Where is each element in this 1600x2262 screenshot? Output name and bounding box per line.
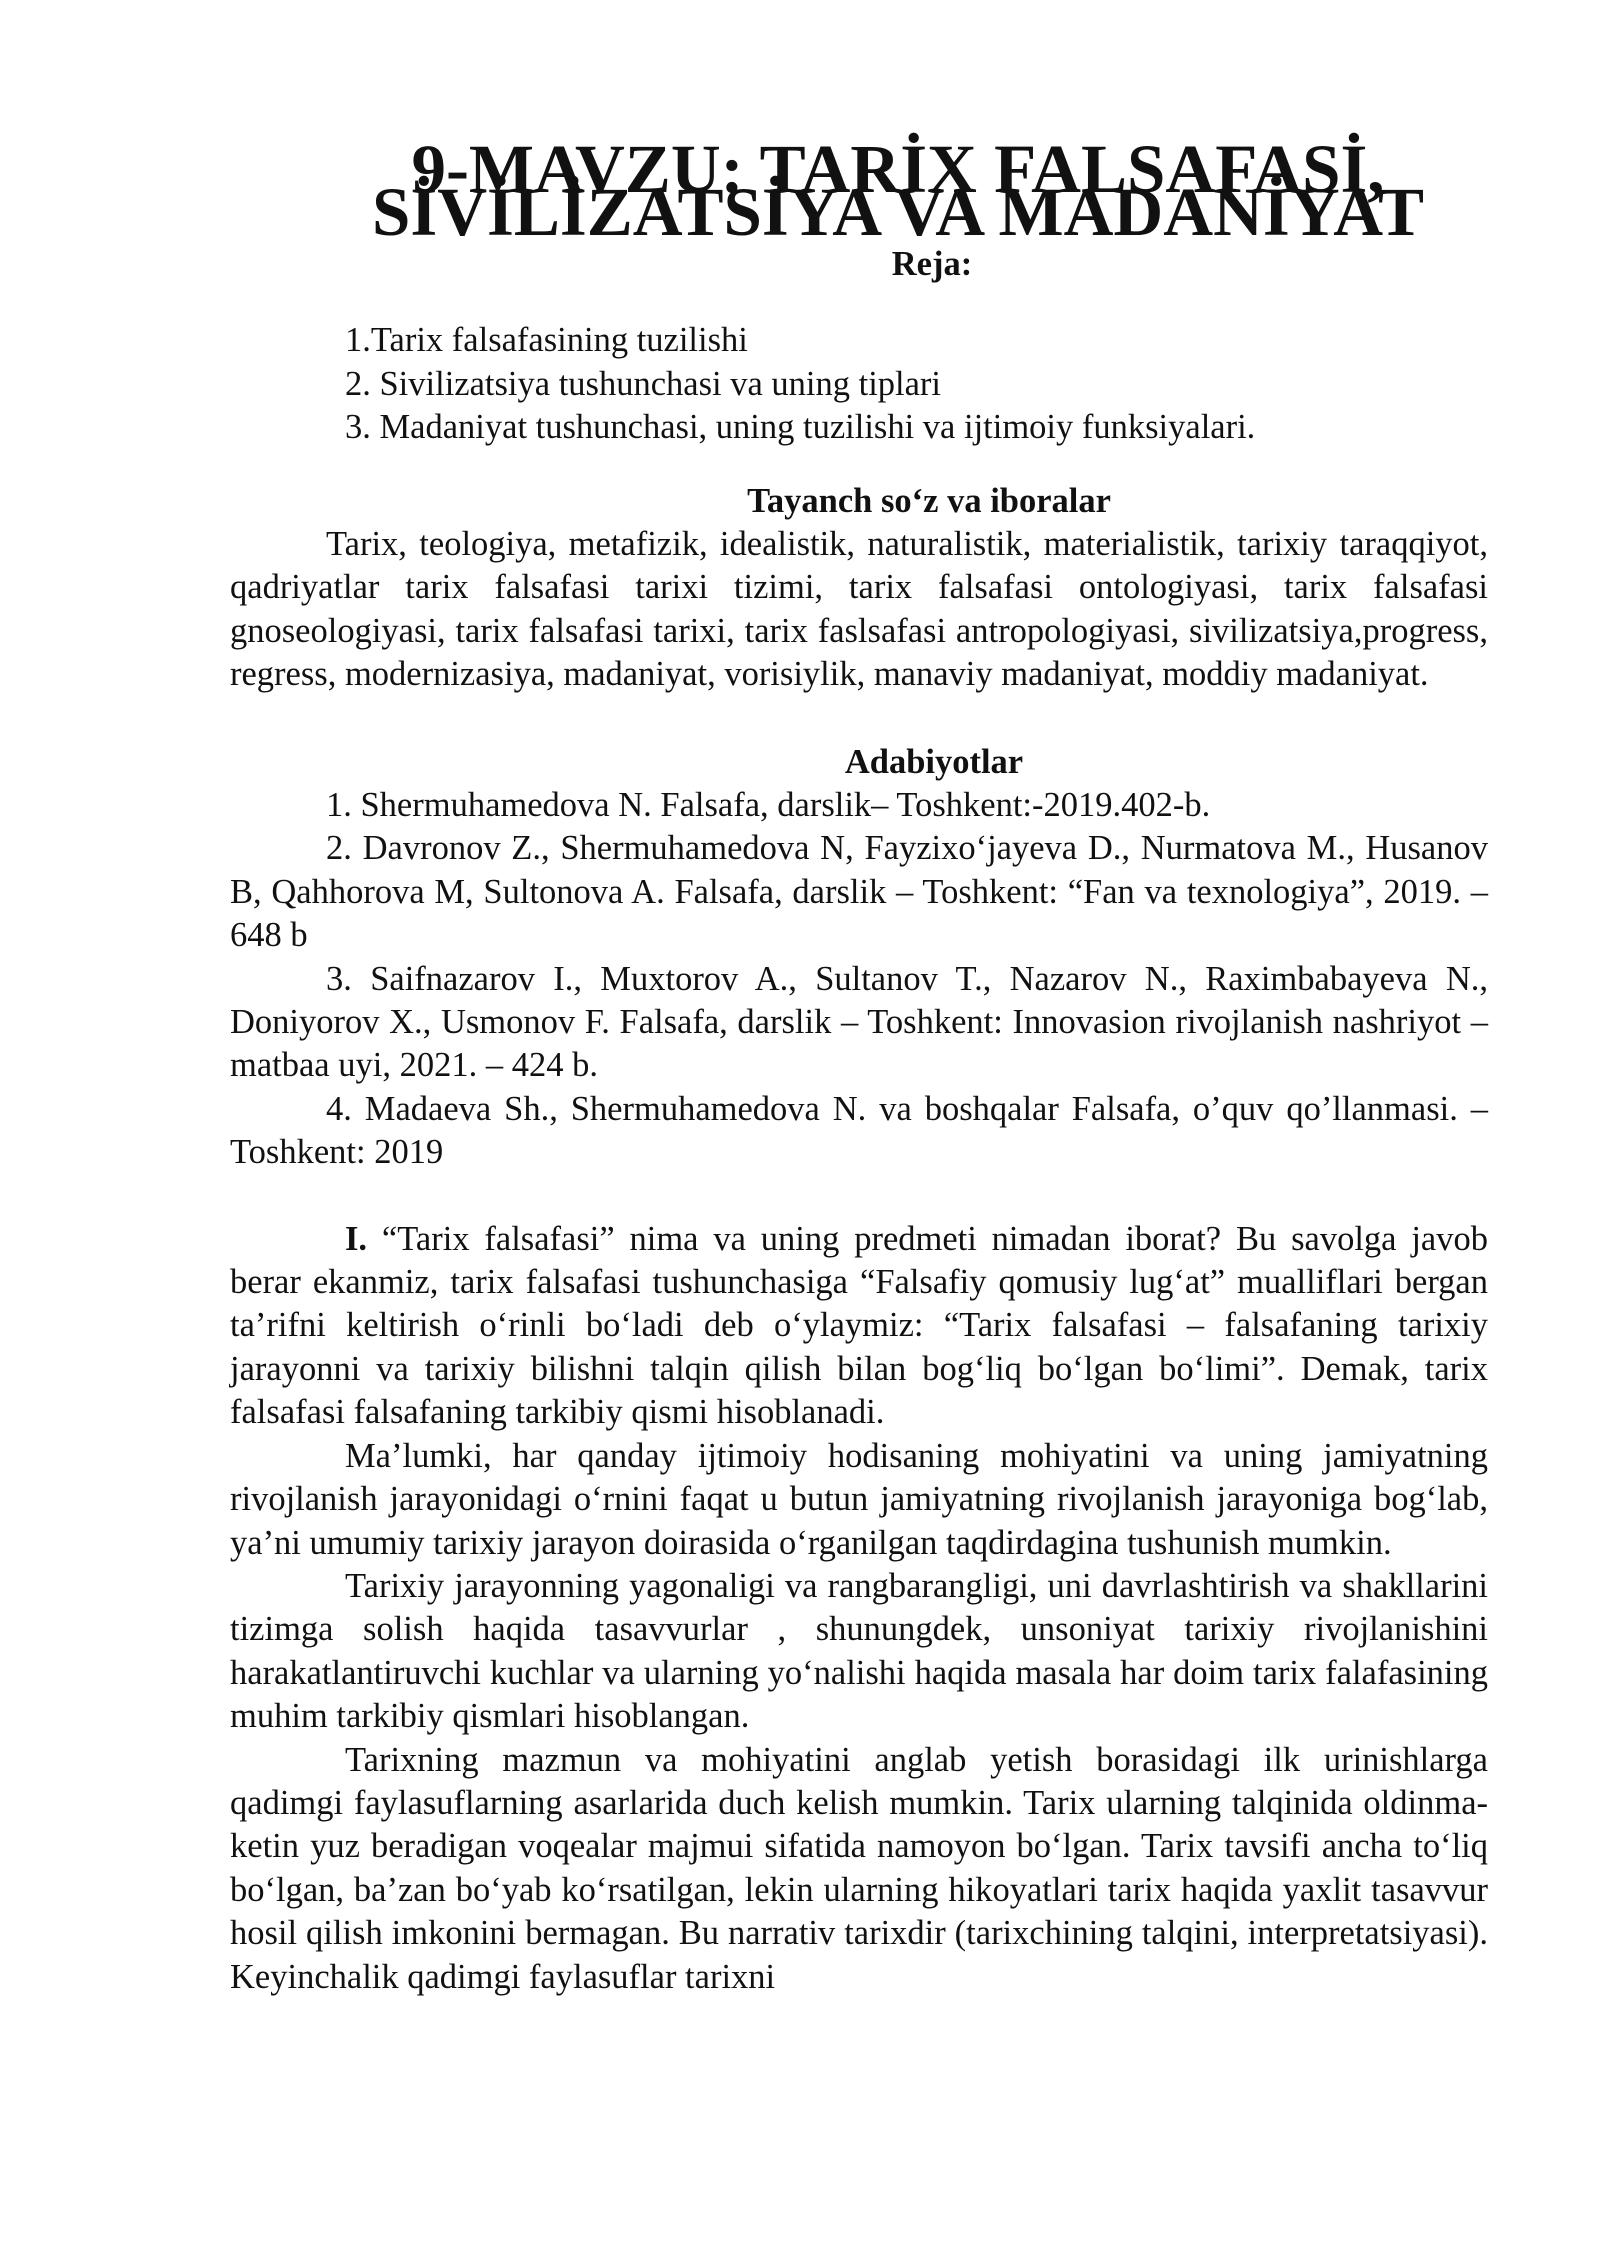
literature-heading: Adabiyotlar xyxy=(844,742,1024,781)
keywords-text: Tarix, teologiya, metafizik, idealistik, naturalistik, materialistik, tarixiy taraqqiyot, qadriyatlar tarix falsafasi tarixi tizimi, tarix falsafasi ontologiyasi, tarix falsafasi gnoseologiyasi, tarix falsafasi tarixi, tarix faslsafasi antropologiyasi, sivilizatsiya,progress, regress, modernizasiya, madaniyat, vorisiylik, manaviy madaniyat, moddiy madaniyat. xyxy=(230,524,1488,694)
section-marker: I. xyxy=(345,1219,368,1258)
literature-item: 2. Davronov Z., Shermuhamedova N, Fayzixo‘jayeva D., Nurmatova M., Husanov B, Qahhorova M, Sultonova A. Falsafa, darslik – Toshkent: “Fan va texnologiya”, 2019. – 648 b xyxy=(230,829,1488,955)
body-paragraph: Ma’lumki, har qanday ijtimoiy hodisaning mohiyatini va uning jamiyatning rivojlanish jarayonidagi o‘rnini faqat u butun jamiyatning rivojlanish jarayoniga bog‘lab, ya’ni umumiy tarixiy jarayon doirasida o‘rganilgan taqdirdagina tushunish mumkin. xyxy=(230,1436,1488,1562)
literature-item: 4. Madaeva Sh., Shermuhamedova N. va boshqalar Falsafa, o’quv qo’llanmasi. –Toshkent: 2019 xyxy=(230,1089,1488,1172)
plan-item: 2. Sivilizatsiya tushunchasi va uning tiplari xyxy=(345,364,942,403)
paragraph-text: “Tarix falsafasi” nima va uning predmeti nimadan iborat? Bu savolga javob berar ekanmiz, tarix falsafasi tushunchasiga “Falsafiy qomusiy lug‘at” mualliflari bergan ta’rifni keltirish o‘rinli bo‘ladi deb o‘ylaymiz: “Tarix falsafasi – falsafaning tarixiy jarayonni va tarixiy bilishni talqin qilish bilan bog‘liq bo‘lgan bo‘limi”. Demak, tarix falsafasi falsafaning tarkibiy qismi hisoblanadi. xyxy=(230,1219,1488,1432)
body-paragraph xyxy=(230,1218,1488,1435)
keywords-heading: Tayanch so‘z va iboralar xyxy=(747,481,1111,520)
plan-item: 3. Madaniyat tushunchasi, uning tuzilishi va ijtimoiy funksiyalari. xyxy=(345,408,1256,447)
literature-item: 1. Shermuhamedova N. Falsafa, darslik– Toshkent:-2019.402-b. xyxy=(326,786,1211,825)
document-content xyxy=(230,131,1488,1999)
body-paragraph: Tarixning mazmun va mohiyatini anglab yetish borasidagi ilk urinishlarga qadimgi faylasuflarning asarlarida duch kelish mumkin. Tarix ularning talqinida oldinma-ketin yuz beradigan voqealar majmui sifatida namoyon bo‘lgan. Tarix tavsifi ancha to‘liq bo‘lgan, ba’zan bo‘yab ko‘rsatilgan, lekin ularning hikoyatlari tarix haqida yaxlit tasavvur hosil qilish imkonini bermagan. Bu narrativ tarixdir (tarixchining talqini, interpretatsiyasi). Keyinchalik qadimgi faylasuflar tarixni xyxy=(230,1740,1488,1996)
body-paragraph: Tarixiy jarayonning yagonaligi va rangbarangligi, uni davrlashtirish va shakllarini tizimga solish haqida tasavvurlar , shunungdek, unsoniyat tarixiy rivojlanishini harakatlantiruvchi kuchlar va ularning yo‘nalishi haqida masala har doim tarix falafasining muhim tarkibiy qismlari hisoblangan. xyxy=(230,1566,1488,1736)
plan-list xyxy=(230,319,1488,449)
literature-item: 3. Saifnazarov I., Muxtorov A., Sultanov T., Nazarov N., Raximbabayeva N., Doniyorov X., Usmonov F. Falsafa, darslik – Toshkent: Innovasion rivojlanish nashriyot –matbaa uyi, 2021. – 424 b. xyxy=(230,959,1488,1085)
plan-item: 1.Tarix falsafasining tuzilishi xyxy=(345,321,748,360)
page-title: 9-MAVZU: TARİX FALSAFASİ, SİVİLİZATSİYA VA MADANİYAT xyxy=(371,131,1424,251)
plan-heading: Reja: xyxy=(891,245,973,283)
